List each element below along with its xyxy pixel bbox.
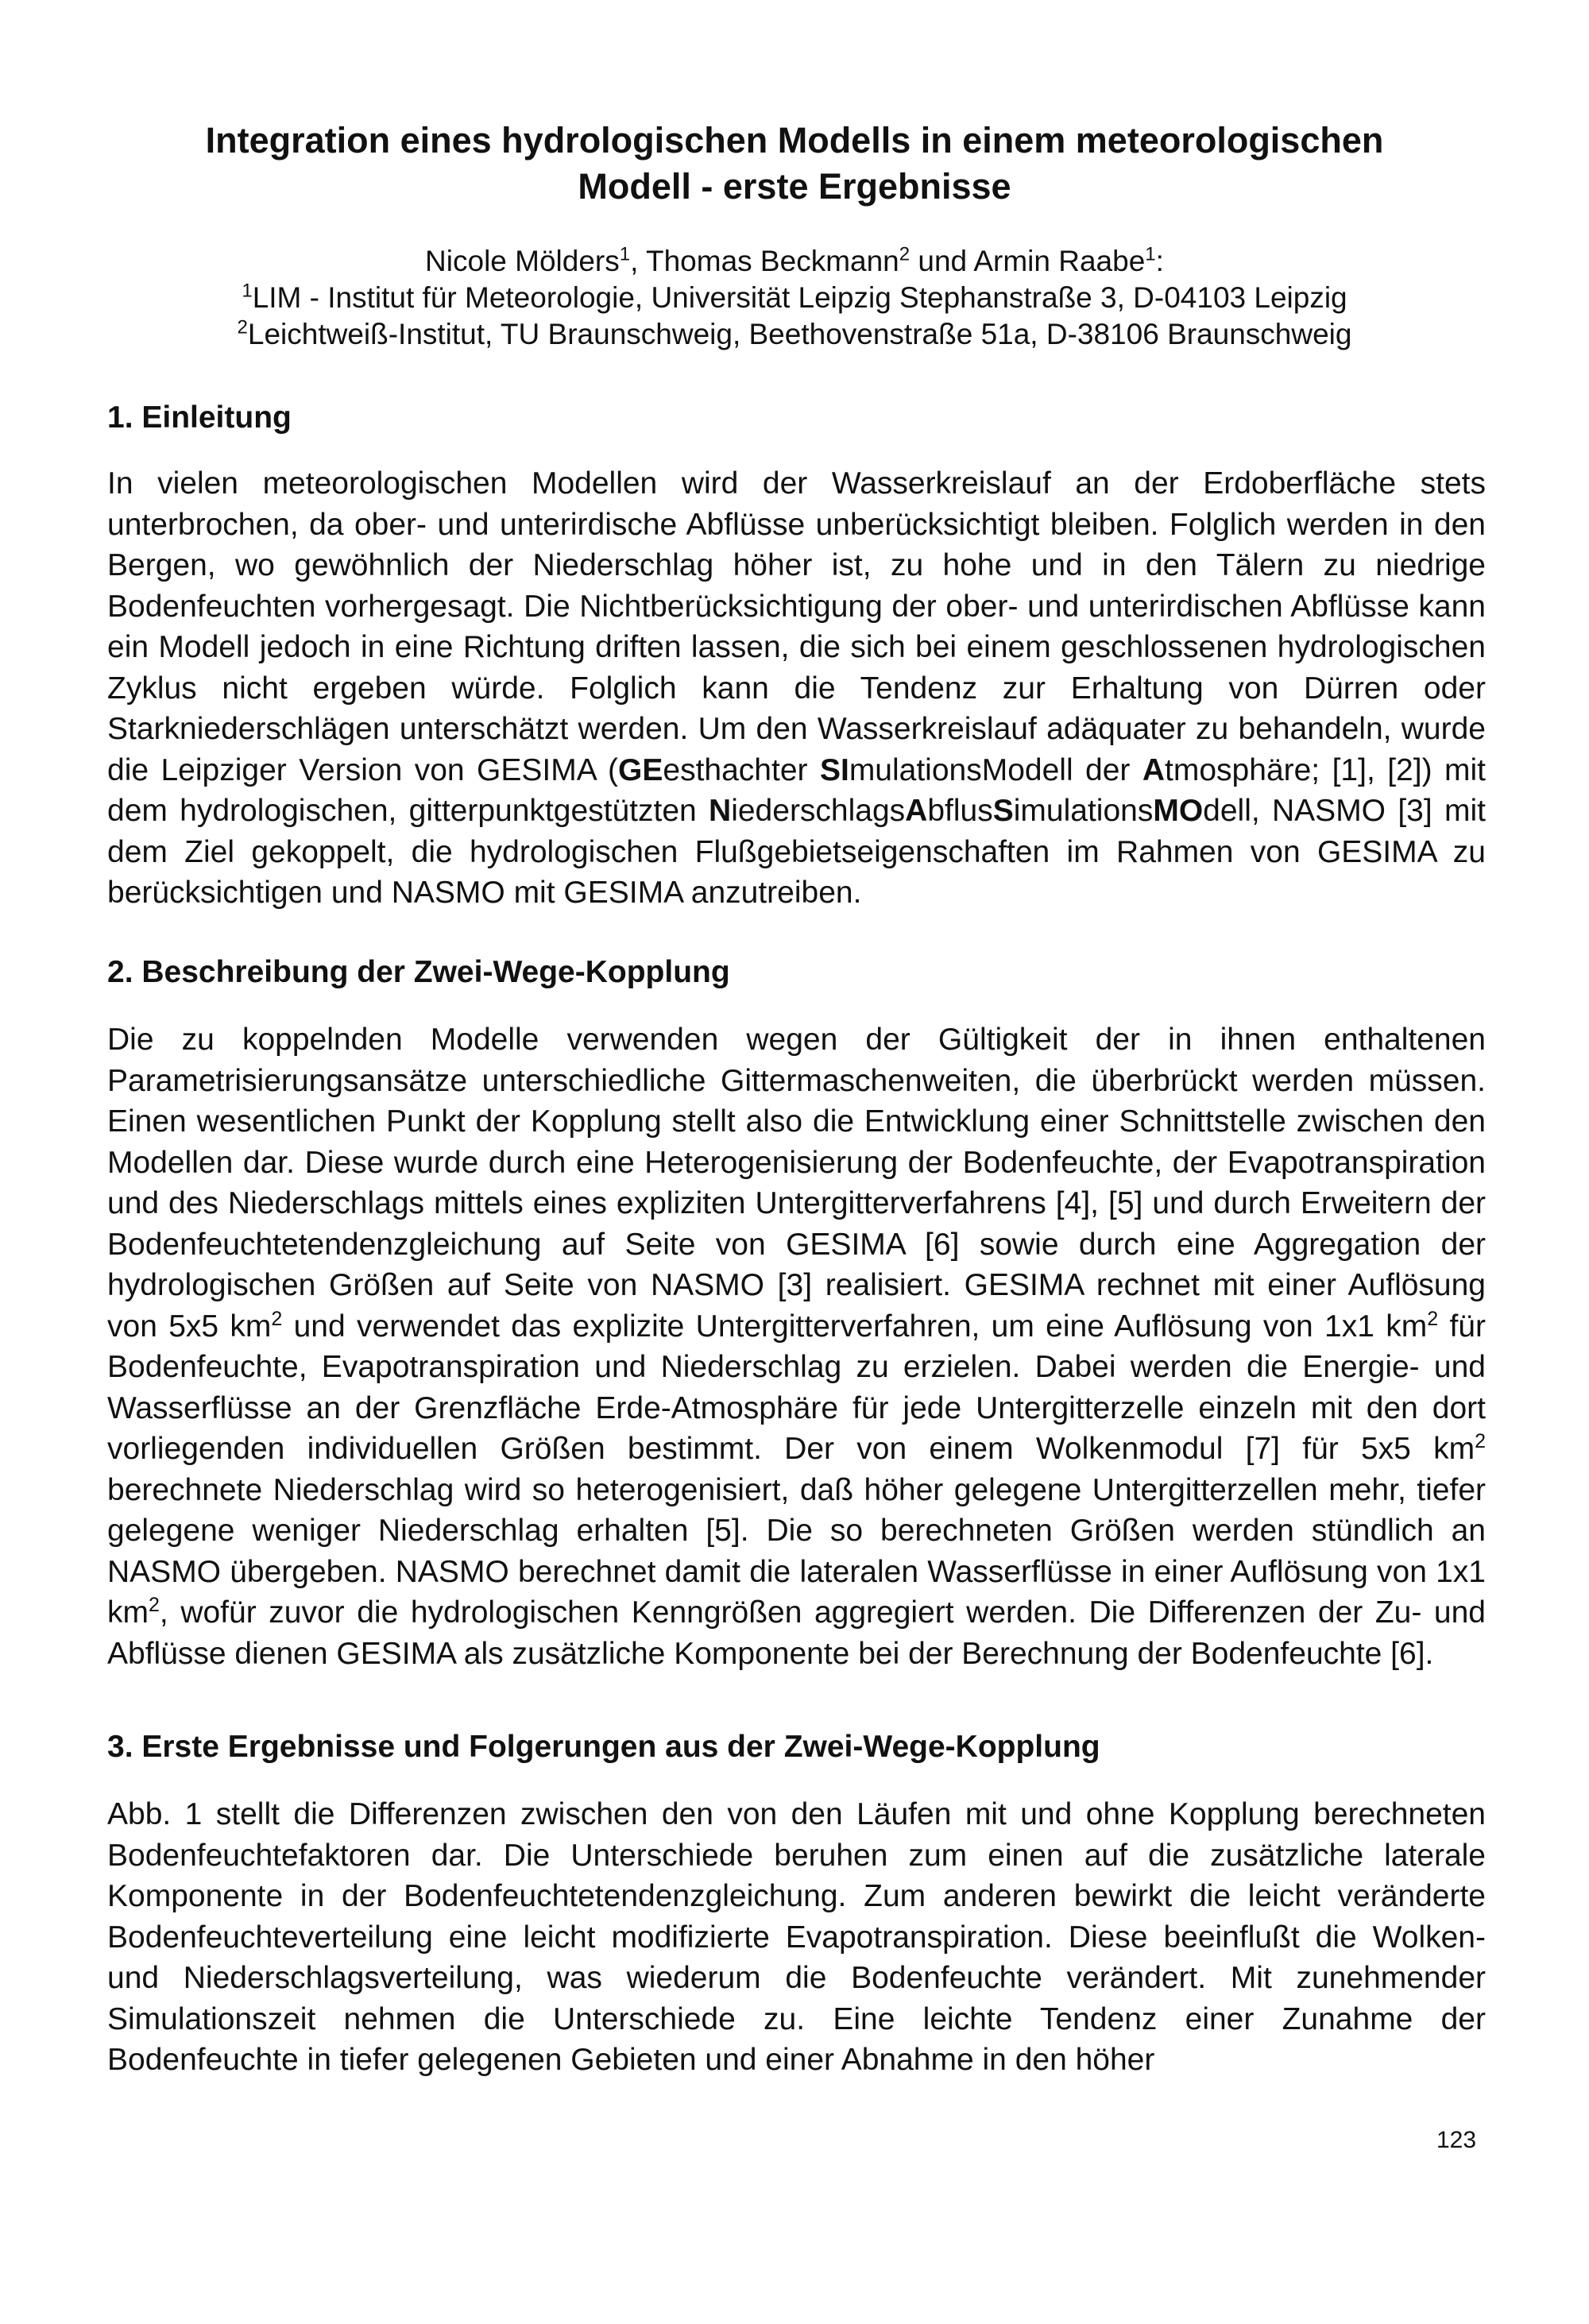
affiliation-2: $^2$Leichtweiß-Institut, TU Braunschweig, Beethovenstraße 51a, D-38106 Braunschweig <box>237 316 1352 350</box>
section-3-paragraph: Abb. 1 stellt die Differenzen zwischen den von den Läufen mit und ohne Kopplung berechneten Bodenfeuchtefaktoren dar. Die Unterschiede beruhen zum einen auf die zusätzliche laterale Komponente in der Bodenfeuchtetendenzgleichung. Zum anderen bewirkt die leicht veränderte Bodenfeuchteverteilung eine leicht modifizierte Evapotranspiration. Diese beeinflußt die Wolken- und Niederschlagsverteilung, was wiederum die Bodenfeuchte verändert. Mit zunehmender Simulationszeit nehmen die Unterschiede zu. Eine leichte Tendenz einer Zunahme der Bodenfeuchte in tiefer gelegenen Gebieten und einer Abnahme in den höher <box>107 1797 1486 2077</box>
author-line: Nicole Mölders$^1$, Thomas Beckmann$^2$ und Armin Raabe$^1$: <box>425 243 1164 277</box>
section-1-paragraph: In vielen meteorologischen Modellen wird der Wasserkreislauf an der Erdoberfläche stets unterbrochen, da ober- und unterirdische Abflüsse unberücksichtigt bleiben. Folglich werden in den Bergen, wo gewöhnlich der Niederschlag höher ist, zu hohe und in den Tälern zu niedrige Bodenfeuchten vorhergesagt. Die Nichtberücksichtigung der ober- und unterirdischen Abflüsse kann ein Modell jedoch in eine Richtung driften lassen, die sich bei einem geschlossenen hydrologischen Zyklus nicht ergeben würde. Folglich kann die Tendenz zur Erhaltung von Dürren oder Starkniederschlägen unterschätzt werden. Um den Wasserkreislauf adäquater zu behandeln, wurde die Leipziger Version von GESIMA (GEesthachter SImulationsModell der Atmosphäre; [1], [2]) mit dem hydrologischen, gitterpunktgestützten NiederschlagsAbflusSimulationsMOdell, NASMO [3] mit dem Ziel gekoppelt, die hydrologischen Flußgebietseigenschaften im Rahmen von GESIMA zu berücksichtigen und NASMO mit GESIMA anzutreiben. <box>107 466 1487 910</box>
paper-title <box>127 118 1462 210</box>
section-heading-2: 2. Beschreibung der Zwei-Wege-Kopplung <box>107 955 730 989</box>
title-line-2: Modell - erste Ergebnisse <box>578 166 1011 207</box>
title-line-1: Integration eines hydrologischen Modells in einem meteorologischen <box>205 120 1384 160</box>
author-block <box>127 243 1462 353</box>
section-heading-1: 1. Einleitung <box>107 400 292 435</box>
affiliation-1: $^1$LIM - Institut für Meteorologie, Universität Leipzig Stephanstraße 3, D-04103 Leipzig <box>242 280 1347 314</box>
section-2-paragraph: Die zu koppelnden Modelle verwenden wegen der Gültigkeit der in ihnen enthaltenen Parametrisierungsansätze unterschiedliche Gittermaschenweiten, die überbrückt werden müssen. Einen wesentlichen Punkt der Kopplung stellt also die Entwicklung einer Schnittstelle zwischen den Modellen dar. Diese wurde durch eine Heterogenisierung der Bodenfeuchte, der Evapotranspiration und des Niederschlags mittels eines expliziten Untergitterverfahrens [4], [5] und durch Erweitern der Bodenfeuchtetendenzgleichung auf Seite von GESIMA [6] sowie durch eine Aggregation der hydrologischen Größen auf Seite von NASMO [3] realisiert. GESIMA rechnet mit einer Auflösung von 5x5 $km^2$ und verwendet das explizite Untergitterverfahren, um eine Auflösung von 1x1 $km^2$ für Bodenfeuchte, Evapotranspiration und Niederschlag zu erzielen. Dabei werden die Energie- und Wasserflüsse an der Grenzfläche Erde-Atmosphäre für jede Untergitterzelle einzeln mit den dort vorliegenden individuellen Größen bestimmt. Der von einem Wolkenmodul [7] für 5x5 $km^2$ berechnete Niederschlag wird so heterogenisiert, daß höher gelegene Untergitterzellen mehr, tiefer gelegene weniger Niederschlag erhalten [5]. Die so berechneten Größen werden stündlich an NASMO übergeben. NASMO berechnet damit die lateralen Wasserflüsse in einer Auflösung von 1x1 $km^2$, wofür zuvor die hydrologischen Kenngrößen aggregiert werden. Die Differenzen der Zu- und Abflüsse dienen GESIMA als zusätzliche Komponente bei der Berechnung der Bodenfeuchte [6]. <box>107 1023 1486 1671</box>
section-heading-3: 3. Erste Ergebnisse und Folgerungen aus der Zwei-Wege-Kopplung <box>107 1730 1100 1764</box>
page-number: 123 <box>1436 2127 1477 2153</box>
